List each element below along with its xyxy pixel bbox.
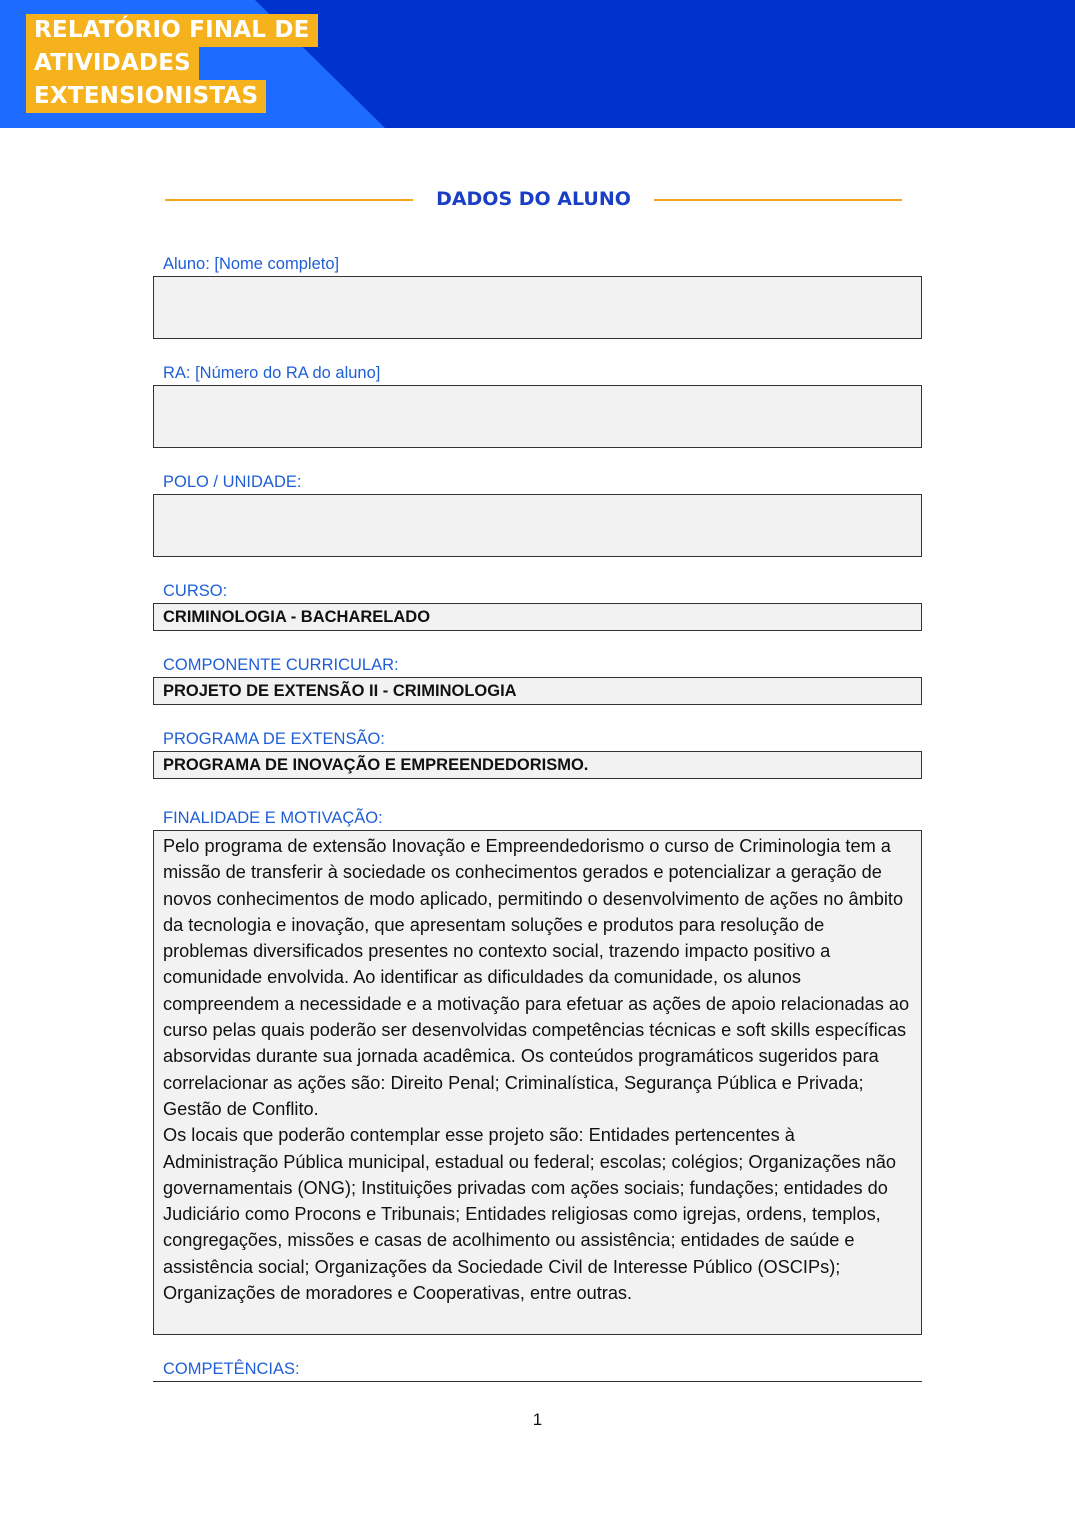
- page-number: 1: [532, 1410, 543, 1429]
- aluno-field[interactable]: [153, 276, 922, 339]
- curso-label: CURSO:: [163, 582, 228, 600]
- finalidade-field[interactable]: [153, 830, 922, 1335]
- ra-field[interactable]: [153, 385, 922, 448]
- competencias-rule: [153, 1381, 922, 1382]
- report-title-line-2: ATIVIDADES: [26, 47, 199, 80]
- componente-label: COMPONENTE CURRICULAR:: [163, 656, 399, 674]
- polo-field[interactable]: [153, 494, 922, 557]
- ra-label: RA: [Número do RA do aluno]: [163, 364, 381, 382]
- section-title: DADOS DO ALUNO: [436, 188, 631, 210]
- finalidade-paragraph-1: Pelo programa de extensão Inovação e Empreendedorismo o curso de Criminologia tem a missão de transferir à sociedade os conhecimentos gerados e potencializar a geração de novos conhecimentos de modo aplicado, permitindo o desenvolvimento de ações no âmbito da tecnologia e inovação, que apresentam soluções e produtos para resolução de problemas diversificados presentes no contexto social, trazendo impacto positivo a comunidade envolvida. Ao identificar as dificuldades da comunidade, os alunos compreendem a necessidade e a motivação para efetuar as ações de apoio relacionadas ao curso pelas quais poderão ser desenvolvidas competências técnicas e soft skills específicas absorvidas durante sua jornada acadêmica. Os conteúdos programáticos sugeridos para correlacionar as ações são: Direito Penal; Criminalística, Segurança Pública e Privada; Gestão de Conflito.: [163, 836, 910, 1119]
- report-title-line-1: RELATÓRIO FINAL DE: [26, 14, 318, 47]
- finalidade-paragraph-2: Os locais que poderão contemplar esse projeto são: Entidades pertencentes à Administração Pública municipal, estadual ou federal; escolas; colégios; Organizações não governamentais (ONG); Instituições privadas com ações sociais; fundações; entidades do Judiciário como Procons e Tribunais; Entidades religiosas como igrejas, ordens, templos, congregações, missões e casas de acolhimento ou assistência; entidades de saúde e assistência social; Organizações da Sociedade Civil de Interesse Público (OSCIPs); Organizações de moradores e Cooperativas, entre outras.: [163, 1125, 896, 1304]
- section-heading: [165, 184, 902, 214]
- header-banner: [0, 0, 1075, 128]
- componente-field[interactable]: PROJETO DE EXTENSÃO II - CRIMINOLOGIA: [153, 677, 922, 705]
- programa-field[interactable]: PROGRAMA DE INOVAÇÃO E EMPREENDEDORISMO.: [153, 751, 922, 779]
- heading-rule-right: [654, 199, 902, 201]
- report-title-line-3: EXTENSIONISTAS: [26, 80, 266, 113]
- curso-field[interactable]: CRIMINOLOGIA - BACHARELADO: [153, 603, 922, 631]
- competencias-label: COMPETÊNCIAS:: [163, 1360, 300, 1378]
- programa-label: PROGRAMA DE EXTENSÃO:: [163, 730, 385, 748]
- finalidade-label: FINALIDADE E MOTIVAÇÃO:: [163, 809, 383, 827]
- polo-label: POLO / UNIDADE:: [163, 473, 302, 491]
- aluno-label: Aluno: [Nome completo]: [163, 255, 340, 273]
